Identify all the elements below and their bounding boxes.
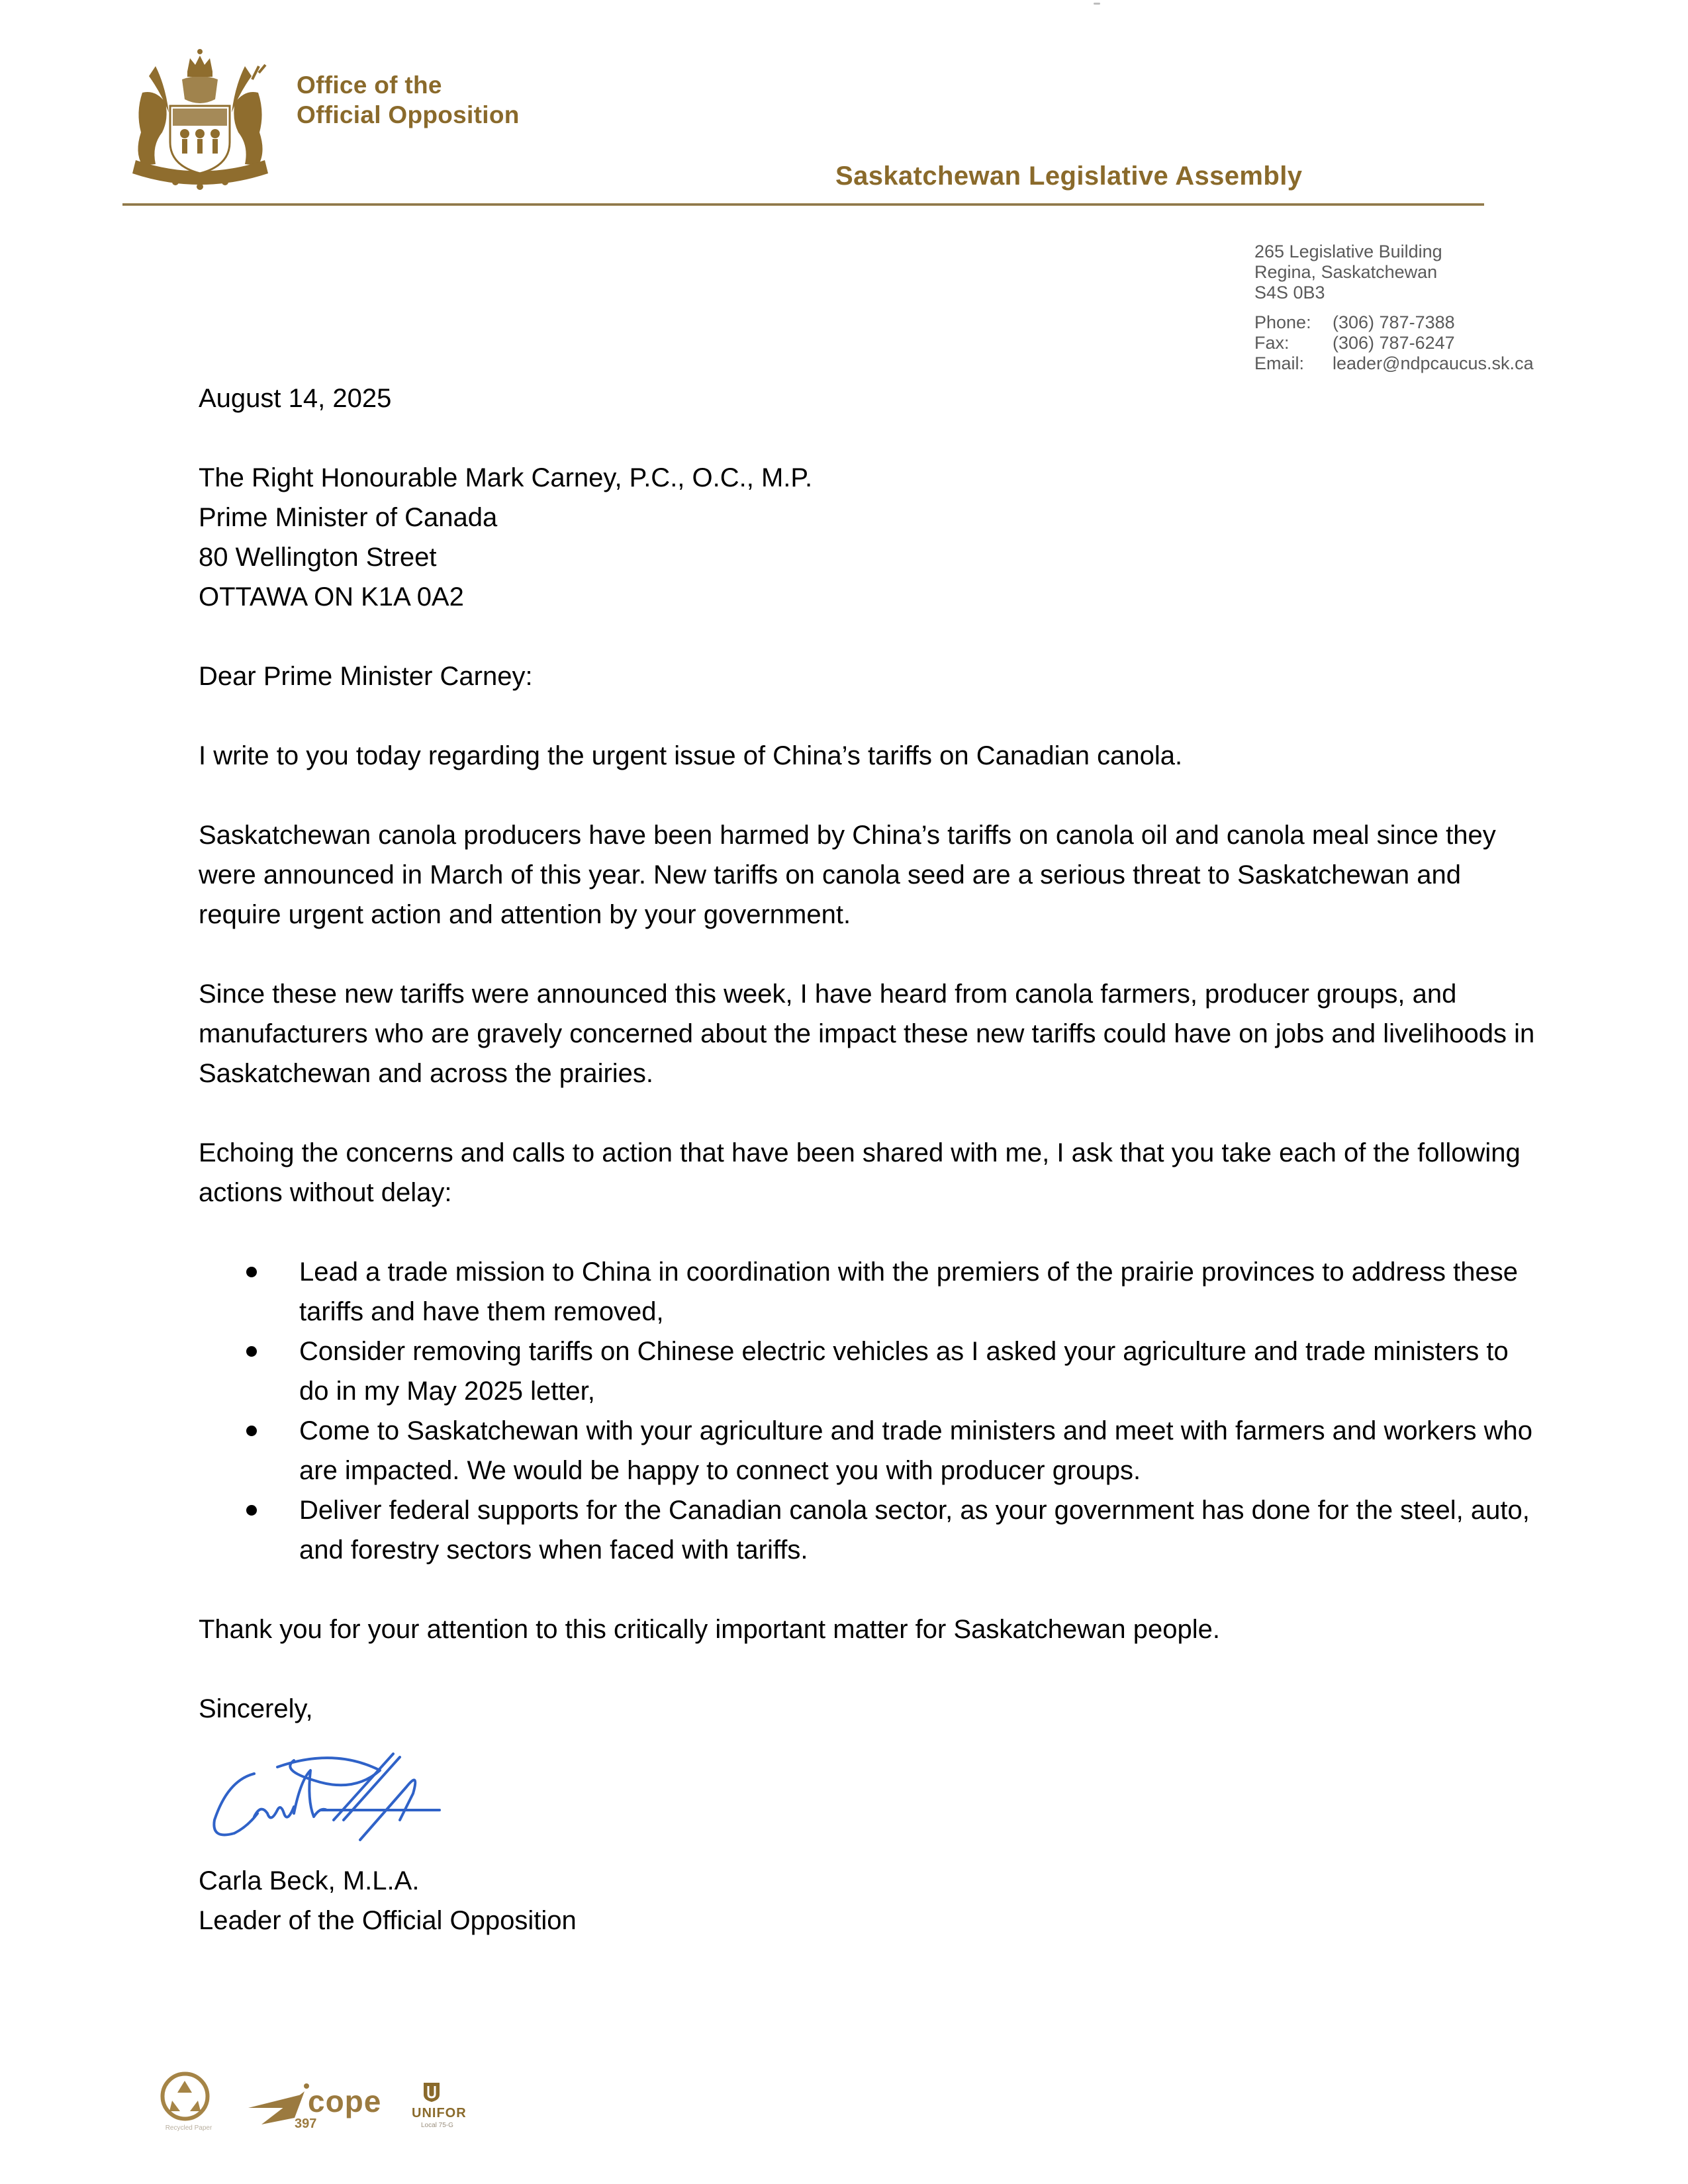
paragraph-intro: I write to you today regarding the urgent issue of China’s tariffs on Canadian canola. [199,741,1183,770]
coat-of-arms-icon [129,46,271,193]
unifor-wordmark: UNIFOR [412,2106,467,2120]
recipient-title: Prime Minister of Canada [199,503,498,532]
fax-label: Fax: [1254,333,1289,353]
action-text: Come to Saskatchewan with your agriculture and trade ministers and meet with farmers and workers who are impacted. We would be happy to connect you with producer groups. [299,1416,1533,1485]
action-text: Consider removing tariffs on Chinese electric vehicles as I asked your agriculture and trade ministers to do in my May 2025 letter, [299,1337,1509,1406]
paragraph-harm: Saskatchewan canola producers have been harmed by China’s tariffs on canola oil and canola meal since they were announced in March of this year. New tariffs on canola seed are a serious threat to Saskatchewan and require urgent action and attention by your government. [199,821,1496,929]
letter-body [199,379,1536,1940]
letter-date: August 14, 2025 [199,384,392,413]
recipient-name: The Right Honourable Mark Carney, P.C., O.C., M.P. [199,463,813,492]
paragraph-request: Echoing the concerns and calls to action that have been shared with me, I ask that you take each of the following actions without delay: [199,1138,1521,1207]
handwritten-signature-icon [201,1741,545,1853]
action-item [199,1252,1536,1332]
bullet-icon [246,1267,257,1277]
cope-wordmark: cope [308,2084,382,2118]
address-line3: S4S 0B3 [1254,283,1325,302]
action-item [199,1332,1536,1411]
sign-off: Sincerely, [199,1694,313,1723]
unifor-shield-icon [422,2081,441,2103]
paragraph-concerns: Since these new tariffs were announced this week, I have heard from canola farmers, producer groups, and manufacturers who are gravely concerned about the impact these new tariffs could have on jobs and livelihoods in Saskatchewan and across the prairies. [199,979,1535,1088]
bullet-icon [246,1346,257,1357]
unifor-local-label: Local 75-G [421,2122,453,2129]
recipient-street: 80 Wellington Street [199,543,437,572]
recipient-city: OTTAWA ON K1A 0A2 [199,582,464,612]
recycled-paper-label: Recycled Paper [165,2124,212,2132]
address-line2: Regina, Saskatchewan [1254,262,1438,282]
action-item [199,1490,1536,1570]
address-line1: 265 Legislative Building [1254,242,1442,261]
bullet-icon [246,1426,257,1436]
recycled-paper-icon [160,2071,210,2121]
email-label: Email: [1254,353,1305,373]
phone-label: Phone: [1254,312,1311,332]
phone-number: (306) 787-7388 [1333,312,1455,332]
recipient-block [199,458,1536,617]
email-address[interactable]: leader@ndpcaucus.sk.ca [1333,353,1534,373]
closing-paragraph: Thank you for your attention to this critically important matter for Saskatchewan people. [199,1615,1220,1644]
office-name-line2: Official Opposition [297,101,520,128]
header-divider [122,203,1484,206]
cope-local-number: 397 [295,2116,317,2131]
action-text: Lead a trade mission to China in coordination with the premiers of the prairie provinces to address these tariffs and have them removed, [299,1257,1518,1326]
fax-row [1254,333,1534,353]
assembly-name: Saskatchewan Legislative Assembly [835,161,1303,191]
office-address [1254,242,1534,303]
bullet-icon [246,1505,257,1516]
scan-mark [1094,3,1100,5]
salutation: Dear Prime Minister Carney: [199,662,533,691]
signatory-name: Carla Beck, M.L.A. [199,1866,420,1895]
office-name-line1: Office of the [297,71,442,99]
action-list [199,1252,1536,1570]
email-row [1254,353,1534,374]
action-item [199,1411,1536,1490]
contact-block [1254,242,1534,374]
phone-row [1254,312,1534,333]
fax-number: (306) 787-6247 [1333,333,1455,353]
action-text: Deliver federal supports for the Canadian canola sector, as your government has done for the steel, auto, and forestry sectors when faced with tariffs. [299,1496,1530,1565]
office-name [297,70,520,130]
signatory-title: Leader of the Official Opposition [199,1906,577,1935]
